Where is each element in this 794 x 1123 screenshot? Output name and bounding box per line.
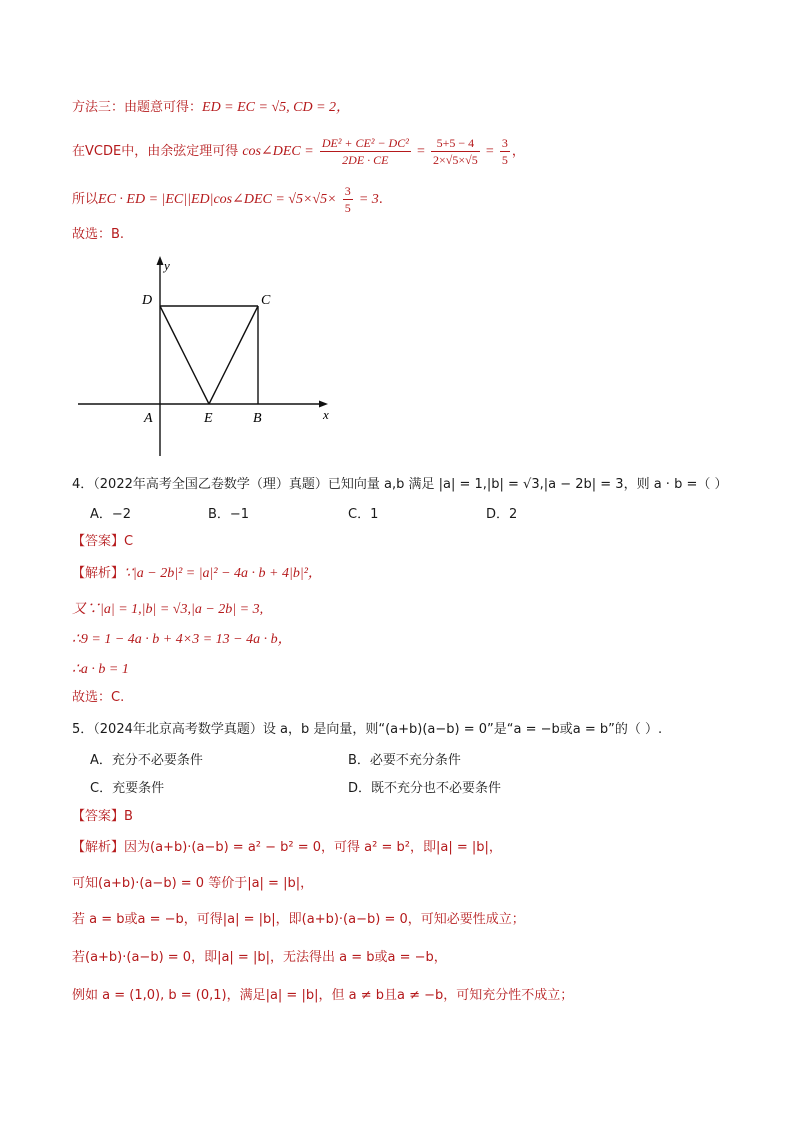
q5-stem: 5．（2024年北京高考数学真题）设 a，b 是向量，则“(a+b)(a−b) = 0”是“a = −b或a = b”的（ ）. [72,722,663,737]
method3-dot-prefix: 所以 [72,192,99,207]
label-E: E [204,411,213,426]
label-x: x [323,407,329,422]
q5-analysis-line5: 例如 a = (1,0), b = (0,1)，满足|a| = |b|，但 a ≠ b且a ≠ −b，可知充分性不成立； [72,988,574,1003]
q5-analysis-line1: 【解析】因为(a+b)·(a−b) = a² − b² = 0，可得 a² = b²，即|a| = |b|， [72,840,502,855]
q4-conclusion: 故选：C. [72,690,125,705]
q4-option-d: D．2 [486,507,518,522]
q4-analysis-line4: ∴a · b = 1 [72,662,129,677]
method3-cos-prefix: 在VCDE中，由余弦定理可得 [72,144,239,159]
label-B: B [253,411,262,426]
q5-answer-value: B [124,809,133,824]
method3-dot-result: = 3 [358,192,379,207]
q5-answer-tag: 【答案】 [72,809,125,824]
q4-analysis-line2: 又∵|a| = 1,|b| = √3,|a − 2b| = 3, [72,602,264,617]
q5-analysis-tag: 【解析】 [72,840,125,855]
method3-line1 [72,98,350,118]
label-A: A [144,411,153,426]
label-y: y [164,258,170,273]
method3-dot-expr: EC · ED = |EC||ED|cos∠DEC = √5×√5× [98,192,337,207]
method3-intro: 方法三：由题意可得： [72,100,203,115]
method3-cos-lhs: cos∠DEC = [242,144,314,159]
label-D: D [142,293,153,308]
coordinate-figure [70,252,340,464]
q4-answer-value: C [124,534,134,549]
q4-stem: 4．（2022年高考全国乙卷数学（理）真题）已知向量 a,b 满足 |a| = 1,|b| = √3,|a − 2b| = 3，则 a · b =（ ） [72,477,728,492]
q5-option-d: D．既不充分也不必要条件 [348,781,502,796]
q4-option-c: C．1 [348,507,379,522]
q5-analysis-line3: 若 a = b或a = −b，可得|a| = |b|，即(a+b)·(a−b) = 0，可知必要性成立； [72,912,525,927]
q4-analysis-line1: 【解析】∵|a − 2b|² = |a|² − 4a · b + 4|b|²， [72,566,322,581]
q5-analysis-line2: 可知(a+b)·(a−b) = 0 等价于|a| = |b|， [72,876,314,891]
segment-DE [160,306,209,404]
method3-conclusion: 故选：B. [72,227,125,242]
q4-answer-tag: 【答案】 [72,534,125,549]
y-axis-arrow-icon [157,256,164,265]
fraction-substituted: $\frac{5+5 - 4}{2\times√5\times√5}$ [433,136,478,167]
segment-CE [209,306,258,404]
q5-analysis-line4: 若(a+b)·(a−b) = 0，即|a| = |b|，无法得出 a = b或a = −b， [72,950,447,965]
q5-option-c: C．充要条件 [90,781,165,796]
fraction-cosine-law: $\frac{\text{DE² + CE² − DC²}}{2DE \cdot CE}$ [321,136,409,167]
q5-answer [72,807,133,827]
q4-analysis-line3: ∴9 = 1 − 4a · b + 4×3 = 13 − 4a · b， [72,632,292,647]
label-C: C [261,293,271,308]
q4-option-b: B．−1 [208,507,250,522]
fraction-result: $\frac{3}{5}$ [501,136,508,167]
q4-analysis-tag: 【解析】 [72,566,125,581]
q5-option-a: A．充分不必要条件 [90,753,203,768]
q4-answer [72,532,133,552]
q5-option-b: B．必要不充分条件 [348,753,461,768]
method3-given: ED = EC = √5, CD = 2， [202,100,351,115]
fraction-three-fifths: $\frac{3}{5}$ [344,184,351,215]
q4-option-a: A．−2 [90,507,132,522]
method3-cos-line: 在VCDE中，由余弦定理可得 cos∠DEC = $\frac{\text{DE² + CE² − DC²}}{2DE \cdot CE}$ = $\frac{5+5 - 4}{2\times√5\times√5}$ = $\frac{3}{5}$ ， [72,136,525,167]
method3-dot-line: 所以EC · ED = |EC||ED|cos∠DEC = √5×√5× $\frac{3}{5}$ = 3. [72,184,383,215]
